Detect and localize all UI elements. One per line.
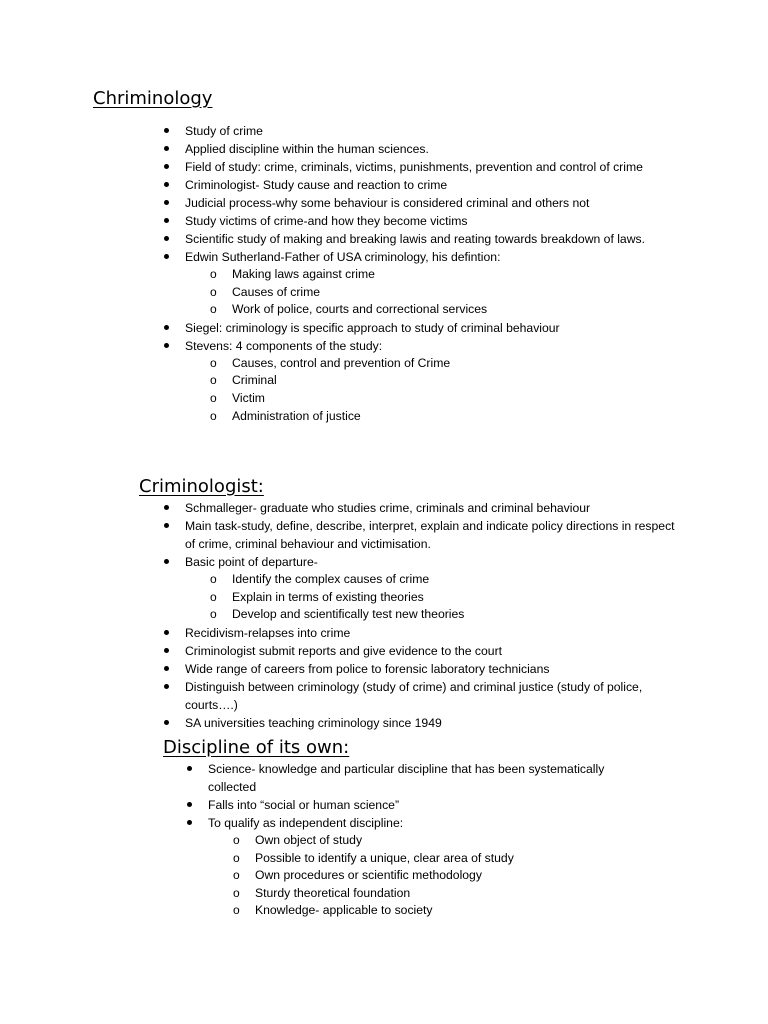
- list-item: Judicial process-why some behaviour is considered criminal and others not: [185, 194, 655, 212]
- sub-list-item: o Identify the complex causes of crime: [232, 571, 675, 589]
- list-item: SA universities teaching criminology since 1949: [185, 714, 675, 732]
- stevens-sublist: [232, 355, 655, 425]
- sub-list-item: o Possible to identify a unique, clear area of study: [255, 850, 648, 868]
- list-item: Science- knowledge and particular discipline that has been systematically collected: [208, 760, 648, 796]
- sub-list-item: o Own object of study: [255, 832, 648, 850]
- list-item: Wide range of careers from police to forensic laboratory technicians: [185, 660, 675, 678]
- list-item-text: Basic point of departure-: [185, 555, 318, 569]
- sub-list-item: o Criminal: [232, 372, 655, 390]
- sub-list-item: o Causes of crime: [232, 284, 655, 302]
- sub-list-item: o Victim: [232, 390, 655, 408]
- list-item-text: Stevens: 4 components of the study:: [185, 338, 383, 353]
- list-item-stevens: [185, 337, 655, 425]
- list-item: Recidivism-relapses into crime: [185, 624, 675, 642]
- section-heading-chriminology: Chriminology: [93, 88, 213, 109]
- list-item: Main task-study, define, describe, interpret, explain and indicate policy directions in respect of crime, criminal behaviour and victimisation.: [185, 519, 675, 551]
- list-item: Study of crime: [185, 122, 655, 140]
- list-item-text: To qualify as independent discipline:: [208, 816, 404, 830]
- sub-list-item: o Causes, control and prevention of Crime: [232, 355, 655, 373]
- sub-list-item: o Making laws against crime: [232, 266, 655, 284]
- list-item: Study victims of crime-and how they become victims: [185, 212, 655, 230]
- sub-list-item: o Administration of justice: [232, 408, 655, 426]
- list-item-sutherland: [185, 248, 655, 319]
- section-heading-criminologist: Criminologist:: [139, 476, 264, 497]
- departure-sublist: [232, 571, 675, 624]
- list-item: Applied discipline within the human sciences.: [185, 140, 655, 158]
- sub-list-item: o Own procedures or scientific methodology: [255, 867, 648, 885]
- list-item-departure: [185, 553, 675, 624]
- chriminology-list: [185, 122, 655, 425]
- qualify-sublist: [255, 832, 648, 920]
- sub-list-item: o Develop and scientifically test new theories: [232, 606, 675, 624]
- list-item: Schmalleger- graduate who studies crime, criminals and criminal behaviour: [185, 499, 675, 517]
- list-item: Falls into “social or human science”: [208, 796, 648, 814]
- section-heading-discipline: Discipline of its own:: [163, 737, 350, 758]
- list-item: Field of study: crime, criminals, victims, punishments, prevention and control of crime: [185, 158, 655, 176]
- list-item-qualify: [208, 814, 648, 920]
- list-item: Distinguish between criminology (study of crime) and criminal justice (study of police, courts….): [185, 678, 675, 714]
- sub-list-item: o Explain in terms of existing theories: [232, 589, 675, 607]
- sutherland-sublist: [232, 266, 655, 319]
- list-item: Siegel: criminology is specific approach to study of criminal behaviour: [185, 319, 655, 337]
- sub-list-item: o Work of police, courts and correctional services: [232, 301, 655, 319]
- list-item: Criminologist- Study cause and reaction to crime: [185, 176, 655, 194]
- criminologist-list: [185, 499, 675, 732]
- list-item: Scientific study of making and breaking lawis and reating towards breakdown of laws.: [185, 230, 655, 248]
- sub-list-item: o Sturdy theoretical foundation: [255, 885, 648, 903]
- sub-list-item: o Knowledge- applicable to society: [255, 902, 648, 920]
- discipline-list: [208, 760, 648, 920]
- list-item: Criminologist submit reports and give evidence to the court: [185, 642, 675, 660]
- list-item-text: Edwin Sutherland-Father of USA criminology, his defintion:: [185, 250, 501, 264]
